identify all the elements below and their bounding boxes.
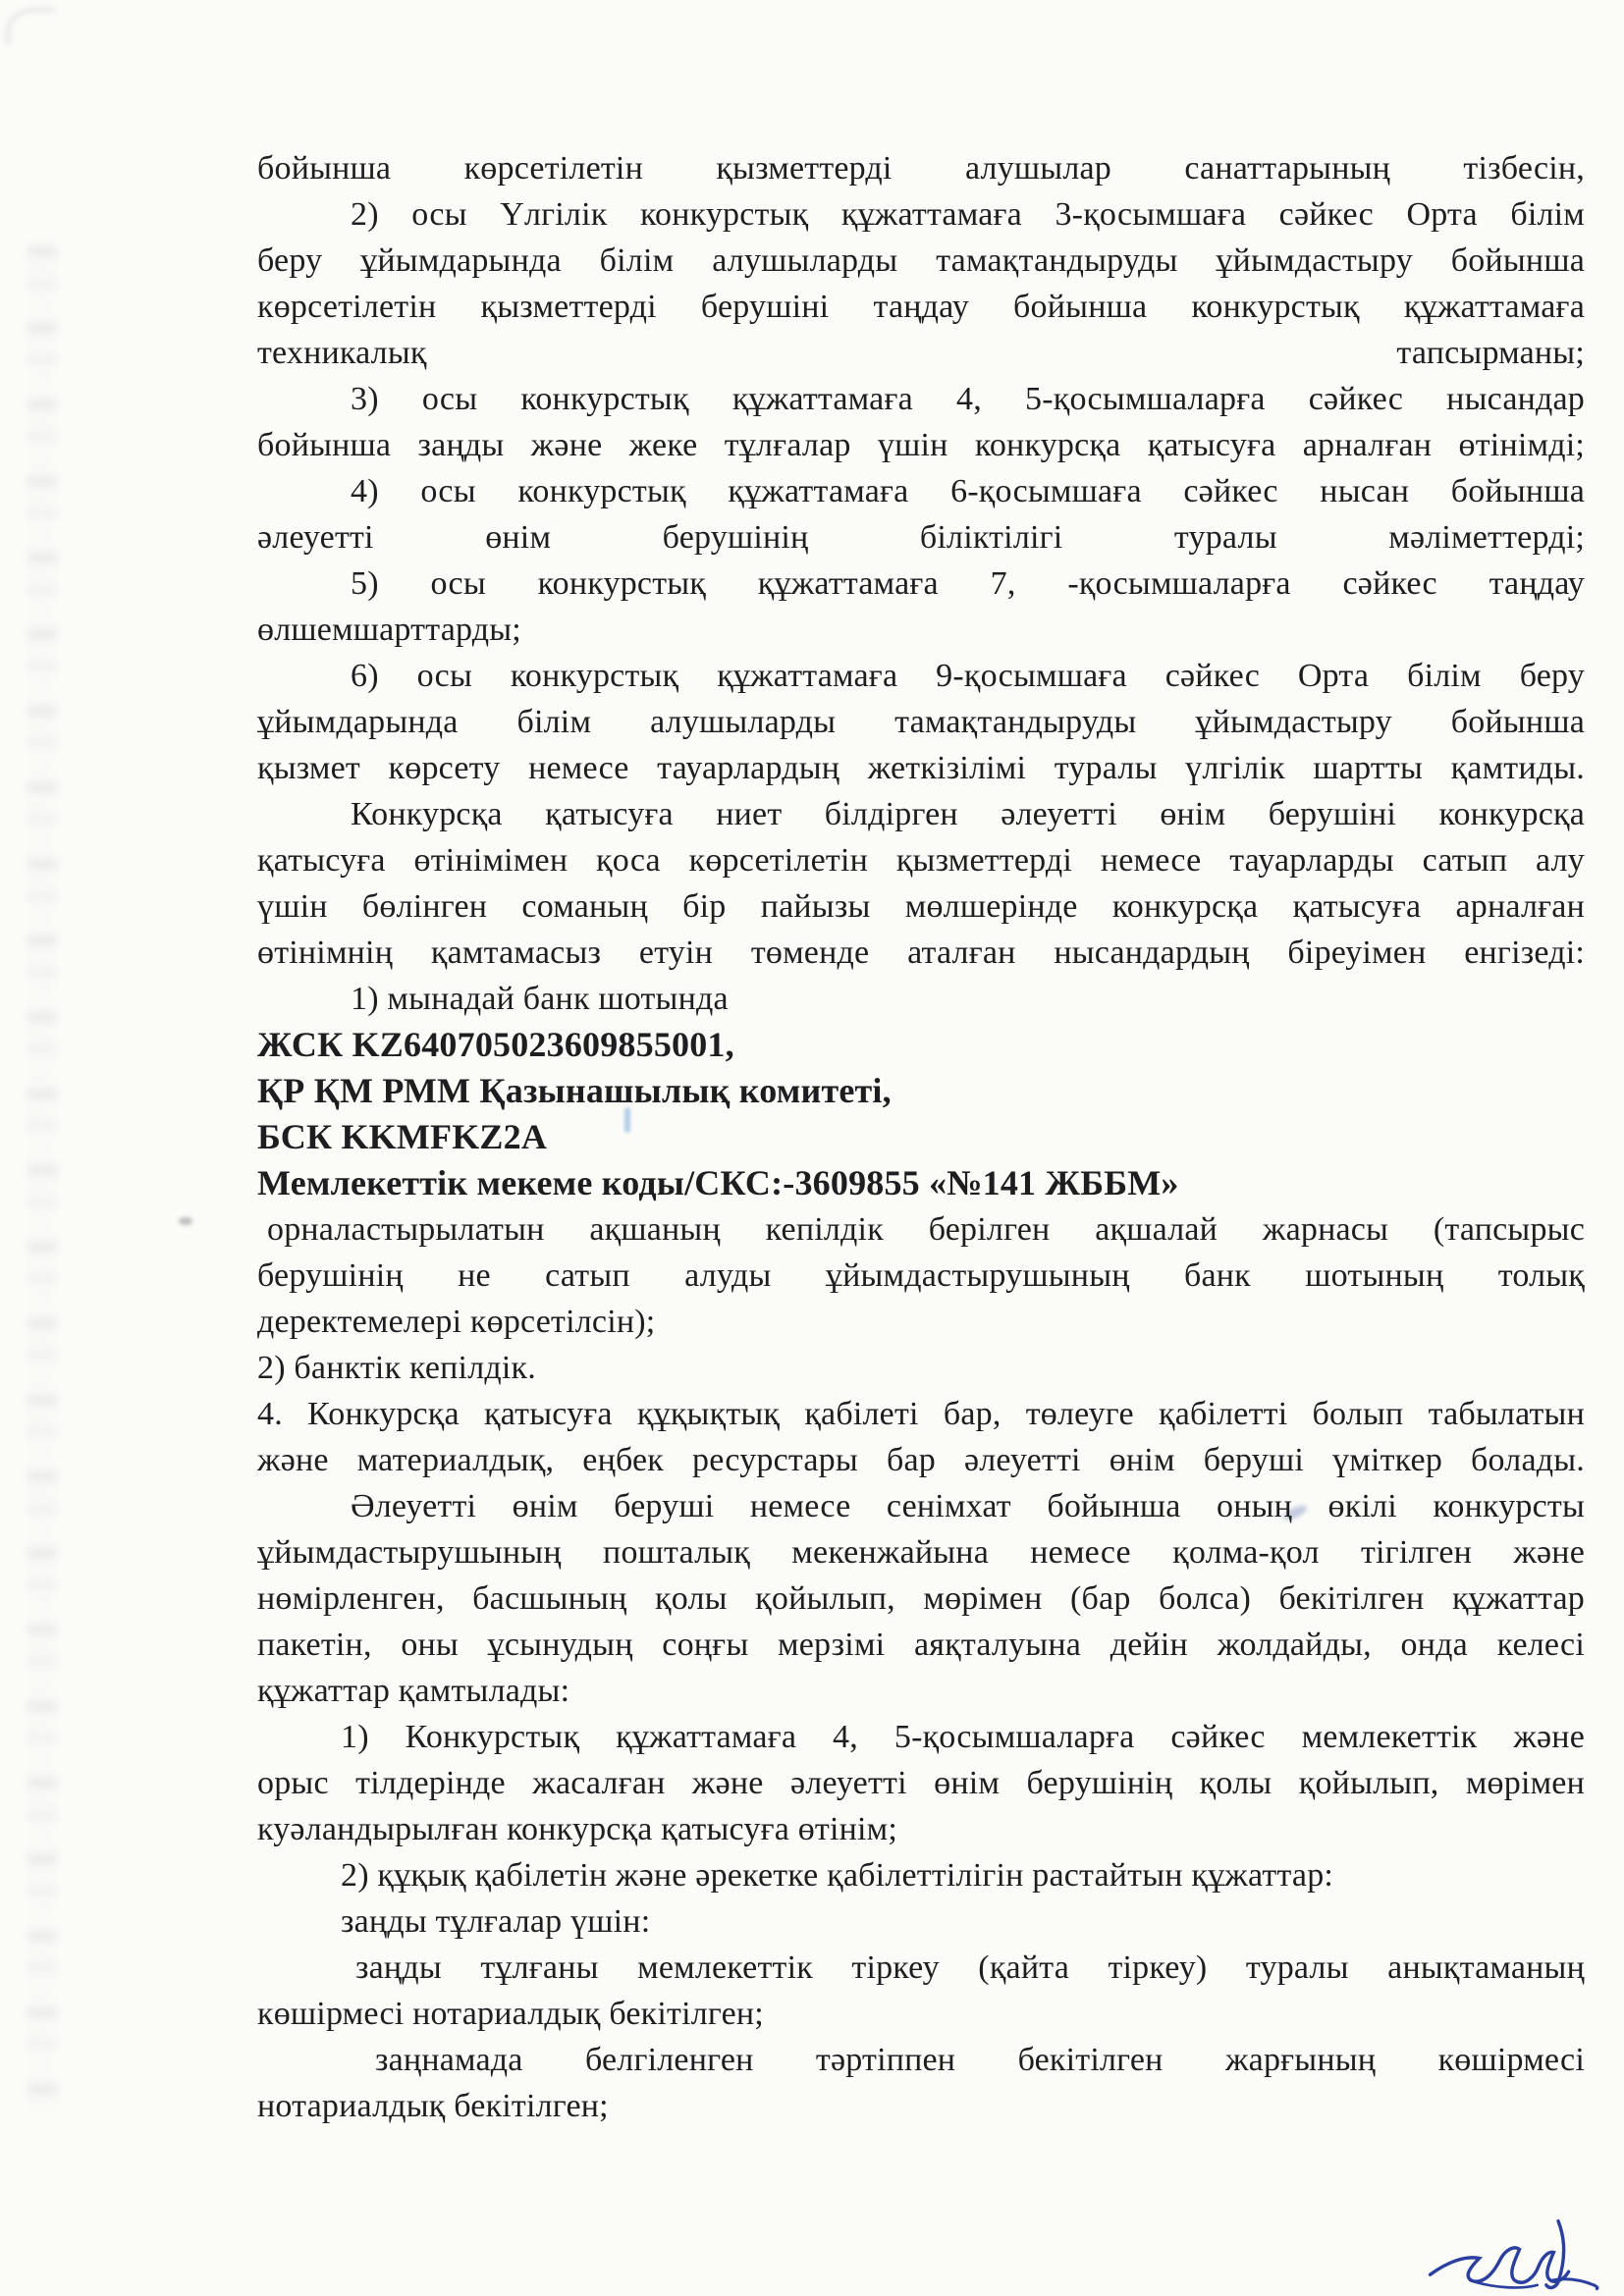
text-line: 2) осы Үлгілік конкурстық құжаттамаға 3-қосымшаға сәйкес Орта білім: [351, 196, 1585, 233]
text-line: 1) Конкурстық құжаттамаға 4, 5-қосымшаларға сәйкес мемлекеттік және: [341, 1719, 1585, 1755]
text-line: үшін бөлінген соманың бір пайызы мөлшерінде конкурсқа қатысуға арналған: [257, 888, 1585, 925]
text-line: ҚР ҚМ РММ Қазынашылық комитеті,: [257, 1071, 892, 1110]
text-line: заңды тұлғалар үшін:: [341, 1903, 651, 1940]
text-line: орналастырылатын ақшаның кепілдік берілген ақшалай жарнасы (тапсырыс: [267, 1211, 1585, 1248]
text-line-right: тапсырманы;: [1396, 335, 1585, 371]
text-line: ұйымдарында білім алушыларды тамақтандыруды ұйымдастыру бойынша: [257, 704, 1585, 740]
document-body: [257, 145, 1585, 2129]
text-line: заңды тұлғаны мемлекеттік тіркеу (қайта тіркеу) туралы анықтаманың: [355, 1949, 1585, 1986]
text-line: орыс тілдерінде жасалған және әлеуетті өнім берушінің қолы қойылып, мөрімен: [257, 1765, 1585, 1801]
text-line: 1) мынадай банк шотында: [351, 981, 729, 1017]
text-line: заңнамада белгіленген тәртіппен бекітілген жарғының көшірмесі: [375, 2042, 1585, 2078]
scan-artifact-left-strip: [27, 245, 57, 2110]
text-line: 2) құқық қабілетін және әрекетке қабілеттілігін растайтын құжаттар:: [341, 1857, 1334, 1894]
text-line: ЖСК KZ640705023609855001,: [257, 1025, 734, 1064]
text-line: өлшемшарттарды;: [257, 612, 521, 648]
text-line: Әлеуетті өнім беруші немесе сенімхат бойынша оның өкілі конкурсты: [351, 1488, 1585, 1524]
signature: [1426, 2216, 1604, 2291]
text-line: және материалдық, еңбек ресурстары бар әлеуетті өнім беруші үміткер болады.: [257, 1442, 1585, 1478]
text-line: куәландырылған конкурсқа қатысуға өтінім;: [257, 1811, 898, 1847]
text-line: Мемлекеттік мекеме коды/СКС:-3609855 «№141 ЖББМ»: [257, 1163, 1179, 1202]
text-line: құжаттар қамтылады:: [257, 1673, 570, 1709]
text-line: 6) осы конкурстық құжаттамаға 9-қосымшаға сәйкес Орта білім беру: [351, 658, 1585, 694]
text-line: берушінің не сатып алуды ұйымдастырушының банк шотының толық: [257, 1257, 1585, 1294]
scan-artifact-corner: [6, 8, 55, 45]
text-line: нөмірленген, басшының қолы қойылып, мөрімен (бар болса) бекітілген құжаттар: [257, 1580, 1585, 1617]
text-line: беру ұйымдарында білім алушыларды тамақтандыруды ұйымдастыру бойынша: [257, 242, 1585, 279]
text-line: қатысуға өтінімімен қоса көрсетілетін қызметтерді немесе тауарларды сатып алу: [257, 842, 1585, 879]
text-line: деректемелері көрсетілсін);: [257, 1304, 656, 1340]
text-line: пакетін, оны ұсынудың соңғы мерзімі аяқталуына дейін жолдайды, онда келесі: [257, 1627, 1585, 1663]
text-line: нотариалдық бекітілген;: [257, 2088, 609, 2124]
text-line: 2) банктік кепілдік.: [257, 1350, 536, 1386]
text-line: 4. Конкурсқа қатысуға құқықтық қабілеті бар, төлеуге қабілетті болып табылатын: [257, 1396, 1585, 1432]
text-line: өтінімнің қамтамасыз етуін төменде аталған нысандардың біреуімен енгізеді:: [257, 934, 1585, 971]
text-line: бойынша заңды және жеке тұлғалар үшін конкурсқа қатысуға арналған өтінімді;: [257, 427, 1585, 463]
text-line: әлеуетті өнім берушінің біліктілігі туралы мәліметтерді;: [257, 519, 1585, 556]
text-line: бойынша көрсетілетін қызметтерді алушылар санаттарының тізбесін,: [257, 150, 1585, 187]
text-line: Конкурсқа қатысуға ниет білдірген әлеуетті өнім берушіні конкурсқа: [351, 796, 1585, 832]
text-line: 5) осы конкурстық құжаттамаға 7, -қосымшаларға сәйкес таңдау: [351, 565, 1585, 602]
scan-speck: [179, 1217, 192, 1225]
text-line: БСК KKMFKZ2A: [257, 1117, 548, 1156]
text-line: қызмет көрсету немесе тауарлардың жеткізілімі туралы үлгілік шартты қамтиды.: [257, 750, 1585, 786]
text-line: 4) осы конкурстық құжаттамаға 6-қосымшаға сәйкес нысан бойынша: [351, 473, 1585, 509]
text-line: 3) осы конкурстық құжаттамаға 4, 5-қосымшаларға сәйкес нысандар: [351, 381, 1585, 417]
text-line: ұйымдастырушының пошталық мекенжайына немесе қолма-қол тігілген және: [257, 1534, 1585, 1571]
text-line: көшірмесі нотариалдық бекітілген;: [257, 1996, 764, 2032]
text-line: көрсетілетін қызметтерді берушіні таңдау бойынша конкурстық құжаттамаға: [257, 289, 1585, 325]
text-line-left: техникалық: [257, 335, 427, 371]
text-line: [257, 330, 1585, 376]
